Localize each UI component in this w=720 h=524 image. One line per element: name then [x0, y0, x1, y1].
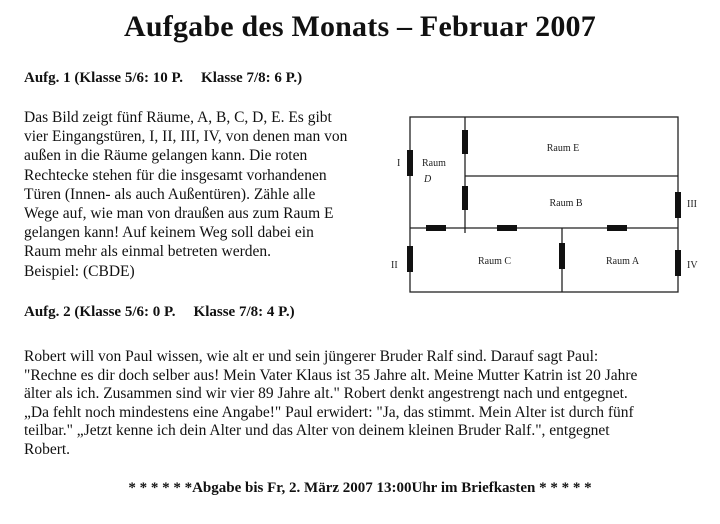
page-title: Aufgabe des Monats – Februar 2007: [124, 10, 596, 43]
task1-heading-grade56: Aufg. 1 (Klasse 5/6: 10 P.: [24, 70, 184, 86]
task1-line: Das Bild zeigt fünf Räume, A, B, C, D, E. Es gibt: [24, 109, 332, 126]
task1-line: Wege auf, wie man von draußen aus zum Raum E: [24, 205, 334, 223]
room-b-label: Raum B: [549, 198, 583, 209]
task2-line: älter als ich. Zusammen sind wir vier 89 Jahre alt." Robert denkt angestrengt nach und entgegnet.: [24, 385, 628, 403]
room-a-label: Raum A: [606, 256, 640, 267]
door-iv: [675, 250, 681, 276]
door-c-a: [559, 243, 565, 269]
floor-plan: [388, 108, 720, 298]
door-b-c: [497, 225, 517, 231]
room-c-label: Raum C: [478, 256, 512, 267]
task2-line: Robert.: [24, 440, 71, 458]
task1-line: Raum mehr als einmal betreten werden.: [24, 243, 272, 261]
task1-heading: [24, 70, 302, 87]
room-e-label: Raum E: [546, 143, 580, 154]
task2-heading: [24, 304, 295, 321]
door-i-label: I: [397, 158, 401, 169]
task1-text: [24, 108, 392, 281]
door-d-e: [462, 130, 468, 154]
door-i: [407, 150, 413, 176]
door-ii: [407, 246, 413, 272]
door-iii: [675, 192, 681, 218]
task1-line: Beispiel: (CBDE): [24, 262, 135, 280]
task1-line: Rechtecke stehen für die insgesamt vorhandenen: [24, 166, 327, 184]
room-d-letter: D: [424, 174, 432, 185]
task2-heading-grade56: Aufg. 2 (Klasse 5/6: 0 P.: [24, 304, 176, 320]
door-iv-label: IV: [687, 260, 698, 271]
task1-line: gelangen kann! Auf keinem Weg soll dabei ein: [24, 224, 314, 242]
task2-line: teilbar." „Jetzt kenne ich dein Alter und das Alter von deinem kleinen Bruder Ralf.", entgegnet: [24, 422, 610, 440]
task2-line: "Rechne es dir doch selber aus! Mein Vater Klaus ist 35 Jahre alt. Meine Mutter Katrin ist 20 Jahre: [24, 366, 638, 384]
deadline-footer: * * * * * *Abgabe bis Fr, 2. März 2007 13:00Uhr im Briefkasten * * * * *: [128, 480, 592, 496]
door-d-c: [426, 225, 446, 231]
door-iii-label: III: [687, 199, 697, 210]
task2-line: Robert will von Paul wissen, wie alt er und sein jüngerer Bruder Ralf sind. Darauf sagt Paul:: [24, 348, 599, 365]
task1-heading-grade78: Klasse 7/8: 6 P.): [201, 70, 303, 86]
room-d-label: Raum: [422, 158, 446, 169]
door-d-b: [462, 186, 468, 210]
task2-text: [24, 348, 704, 460]
task1-line: vier Eingangstüren, I, II, III, IV, von denen man von: [24, 128, 348, 146]
task2-line: „Da fehlt noch mindestens eine Angabe!" Paul erwidert: "Ja, das stimmt. Mein Alter ist durch fünf: [24, 403, 634, 421]
task1-line: außen in die Räume gelangen kann. Die roten: [24, 147, 308, 165]
door-b-a: [607, 225, 627, 231]
task2-heading-grade78: Klasse 7/8: 4 P.): [193, 304, 295, 320]
task1-line: Türen (Innen- als auch Außentüren). Zähle alle: [24, 185, 316, 203]
door-ii-label: II: [391, 260, 398, 271]
